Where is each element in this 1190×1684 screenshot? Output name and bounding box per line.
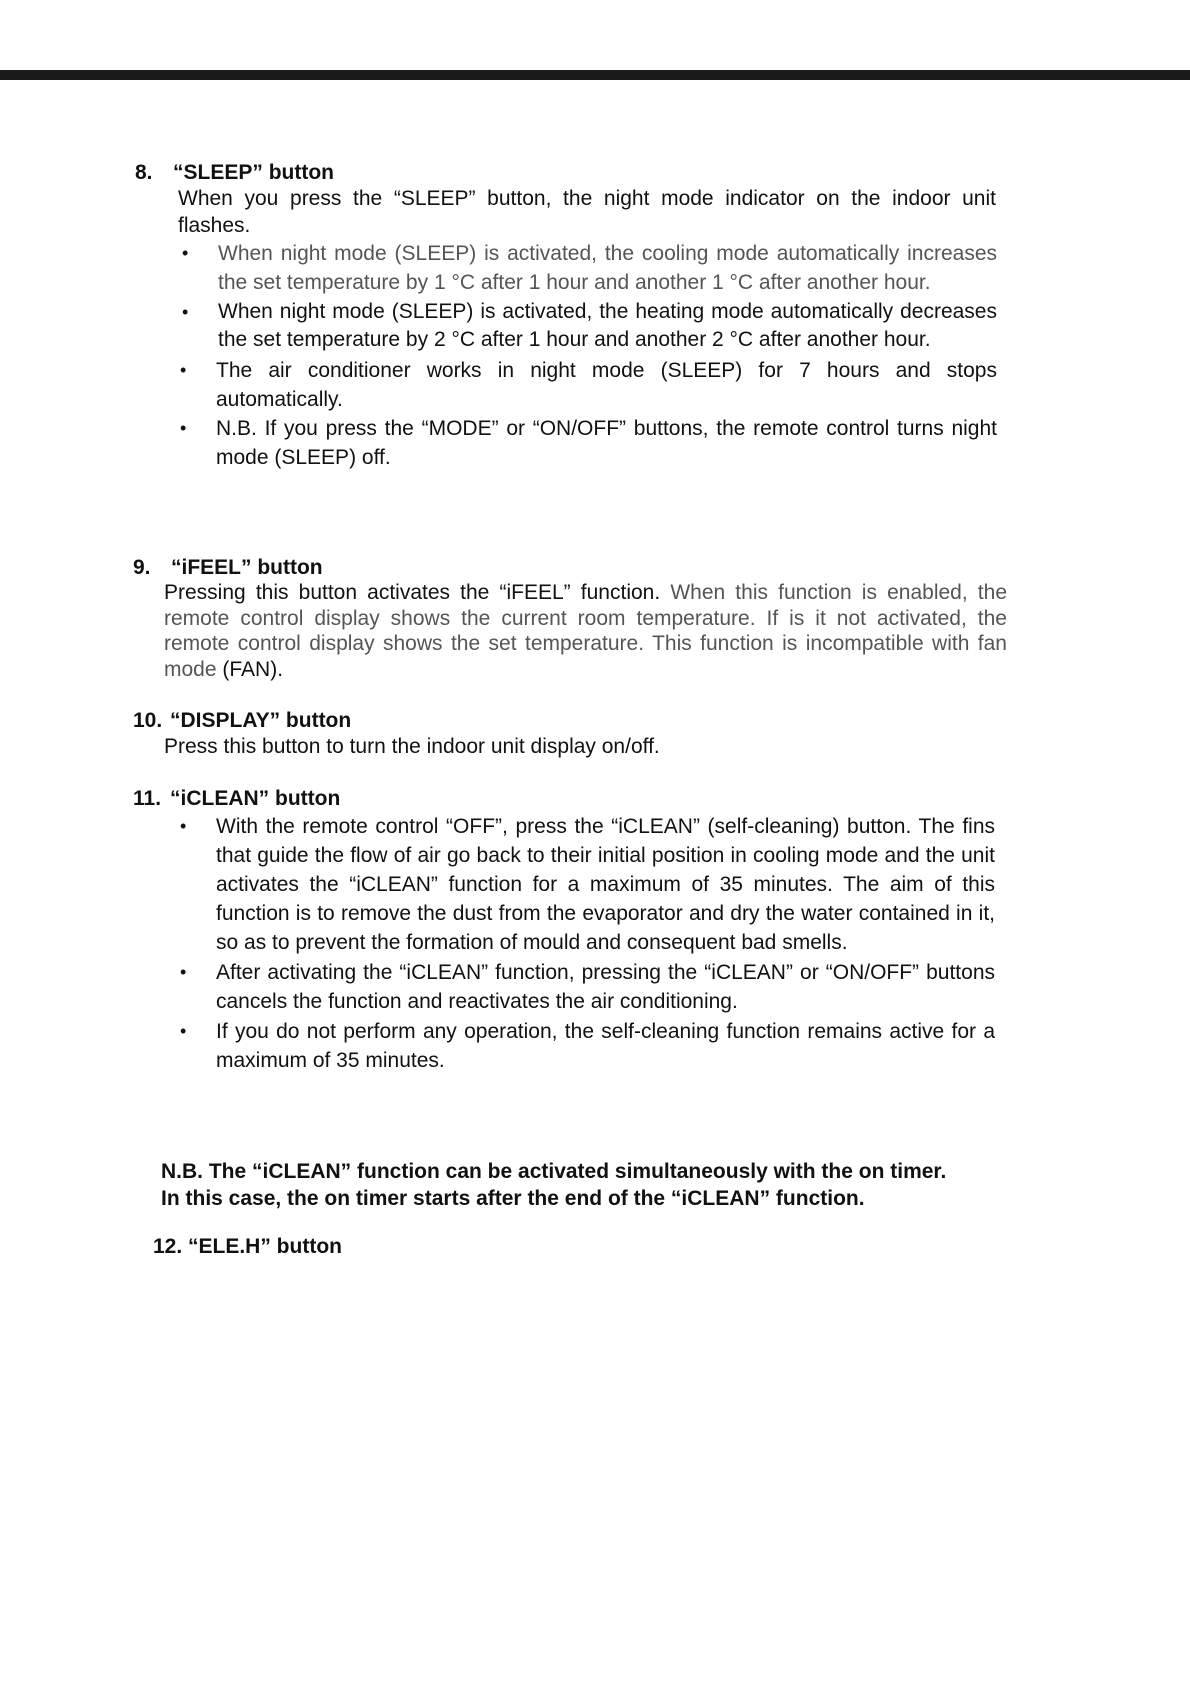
section-heading-eleh [153, 1234, 342, 1260]
list-item-text: The air conditioner works in night mode (SLEEP) for 7 hours and stops automatically. [216, 359, 997, 411]
section-heading-iclean [133, 786, 340, 812]
section-title: “iFEEL” button [171, 556, 323, 579]
list-item-text: N.B. If you press the “MODE” or “ON/OFF” buttons, the remote control turns night mode (SLEEP) off. [216, 417, 997, 469]
list-item [182, 298, 997, 354]
list-item [180, 812, 995, 957]
sleep-bullet-list [180, 239, 997, 473]
ifeel-description [164, 580, 1007, 682]
section-heading-sleep [135, 160, 334, 186]
section-heading-ifeel [133, 555, 323, 581]
list-item-text: After activating the “iCLEAN” function, pressing the “iCLEAN” or “ON/OFF” buttons cancels the function and reactivates the air conditioning. [216, 961, 995, 1013]
section-number: 11. [133, 787, 162, 810]
section-number: 10. [133, 709, 163, 732]
list-item [182, 239, 997, 297]
top-rule [0, 70, 1190, 80]
bullet-icon: • [180, 418, 187, 438]
iclean-note [161, 1158, 1061, 1212]
ifeel-text-primary: Pressing this button activates the “iFEEL” function. [164, 581, 661, 604]
sleep-intro: When you press the “SLEEP” button, the night mode indicator on the indoor unit flashes. [178, 187, 996, 237]
display-description: Press this button to turn the indoor unit display on/off. [164, 735, 660, 758]
list-item [180, 414, 997, 472]
list-item [180, 356, 997, 414]
iclean-bullet-list [180, 812, 995, 1076]
bullet-icon: • [180, 360, 187, 380]
note-line: N.B. The “iCLEAN” function can be activated simultaneously with the on timer. [161, 1160, 947, 1183]
list-item-text: When night mode (SLEEP) is activated, the cooling mode automatically increases the set temperature by 1 °C after 1 hour and another 1 °C after another hour. [218, 242, 997, 294]
ifeel-text-fan: (FAN). [216, 657, 284, 681]
bullet-icon: • [182, 302, 189, 322]
section-title: “iCLEAN” button [170, 787, 341, 810]
section-number: 8. [135, 161, 153, 184]
section-title: “DISPLAY” button [170, 709, 352, 732]
section-title: “ELE.H” button [188, 1235, 342, 1258]
list-item-text: If you do not perform any operation, the self-cleaning function remains active for a maximum of 35 minutes. [216, 1020, 995, 1072]
section-number: 9. [133, 556, 151, 579]
bullet-icon: • [182, 243, 189, 263]
ifeel-text-secondary: When this function is enabled, the remote control display shows the current room temperature. If is it not activated, the remote control display shows the set temperature. This function is incompatible with fan mode [164, 581, 1007, 681]
list-item [180, 958, 995, 1016]
section-number: 12. [153, 1235, 183, 1258]
list-item [180, 1017, 995, 1075]
section-title: “SLEEP” button [173, 161, 334, 184]
bullet-icon: • [180, 1021, 187, 1041]
bullet-icon: • [180, 962, 187, 982]
note-line: In this case, the on timer starts after the end of the “iCLEAN” function. [161, 1187, 865, 1210]
list-item-text: With the remote control “OFF”, press the “iCLEAN” (self-cleaning) button. The fins that guide the flow of air go back to their initial position in cooling mode and the unit activates the “iCLEAN” function for a maximum of 35 minutes. The aim of this function is to remove the dust from the evaporator and dry the water contained in it, so as to prevent the formation of mould and consequent bad smells. [216, 815, 995, 954]
section-heading-display [133, 708, 351, 734]
list-item-text: When night mode (SLEEP) is activated, the heating mode automatically decreases the set temperature by 2 °C after 1 hour and another 2 °C after another hour. [218, 300, 997, 351]
bullet-icon: • [180, 816, 187, 836]
